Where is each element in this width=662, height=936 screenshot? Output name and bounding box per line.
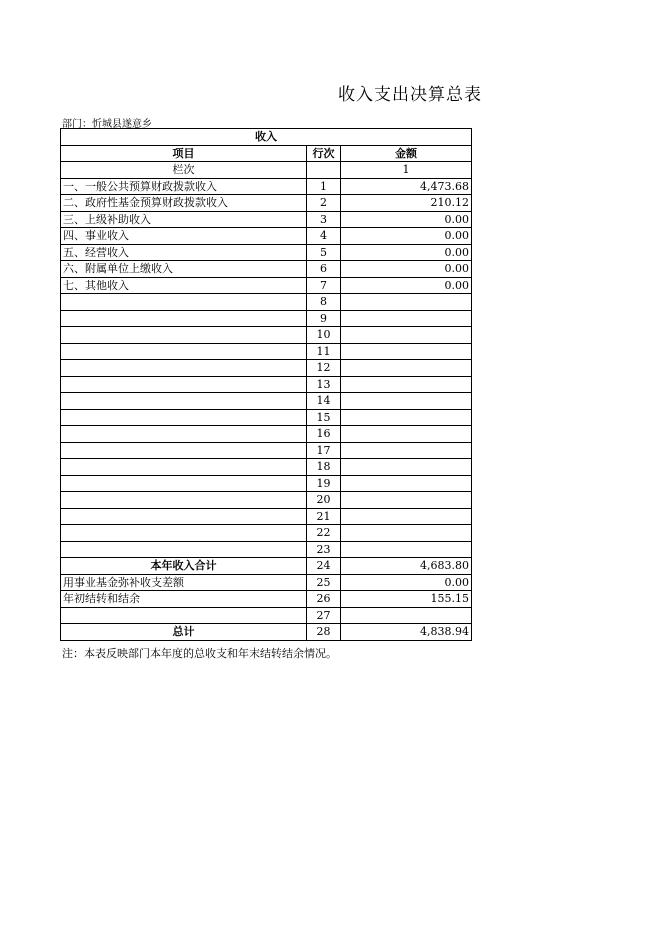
row-amount (341, 409, 472, 426)
row-item (61, 360, 307, 377)
table-row (61, 360, 472, 377)
table-row (61, 508, 472, 525)
row-line: 3 (307, 211, 341, 228)
table-row (61, 178, 472, 195)
row-line: 15 (307, 409, 341, 426)
table-row (61, 261, 472, 278)
row-line: 18 (307, 459, 341, 476)
table-row (61, 376, 472, 393)
table-row (61, 393, 472, 410)
table-row (61, 277, 472, 294)
table-row (61, 459, 472, 476)
column-index-amount: 1 (341, 162, 472, 179)
row-line: 16 (307, 426, 341, 443)
table-row (61, 475, 472, 492)
row-item (61, 541, 307, 558)
table-row (61, 228, 472, 245)
column-header-item: 项目 (61, 145, 307, 162)
section-header: 收入 (61, 129, 472, 146)
row-amount (341, 492, 472, 509)
table-row (61, 574, 472, 591)
row-line: 20 (307, 492, 341, 509)
row-amount (341, 541, 472, 558)
row-item: 年初结转和结余 (61, 591, 307, 608)
row-line: 22 (307, 525, 341, 542)
row-item (61, 310, 307, 327)
row-item: 用事业基金弥补收支差额 (61, 574, 307, 591)
row-amount (341, 607, 472, 624)
row-item (61, 492, 307, 509)
department-label: 部门：忻城县遂意乡 (62, 119, 152, 130)
row-amount: 0.00 (341, 261, 472, 278)
table-row (61, 607, 472, 624)
table-row (61, 409, 472, 426)
row-line: 5 (307, 244, 341, 261)
row-item (61, 376, 307, 393)
row-amount: 0.00 (341, 211, 472, 228)
row-line: 4 (307, 228, 341, 245)
row-line: 2 (307, 195, 341, 212)
row-line: 10 (307, 327, 341, 344)
column-header-row (61, 145, 472, 162)
row-line: 17 (307, 442, 341, 459)
row-line: 12 (307, 360, 341, 377)
row-amount: 155.15 (341, 591, 472, 608)
row-item (61, 475, 307, 492)
column-header-amount: 金额 (341, 145, 472, 162)
row-line: 24 (307, 558, 341, 575)
row-line: 7 (307, 277, 341, 294)
table-row (61, 211, 472, 228)
row-item: 五、经营收入 (61, 244, 307, 261)
row-amount: 0.00 (341, 277, 472, 294)
row-line: 26 (307, 591, 341, 608)
row-line: 11 (307, 343, 341, 360)
row-line: 28 (307, 624, 341, 641)
table-row (61, 492, 472, 509)
row-amount (341, 343, 472, 360)
row-item (61, 409, 307, 426)
row-line: 19 (307, 475, 341, 492)
row-line: 27 (307, 607, 341, 624)
table-row (61, 343, 472, 360)
table-row (61, 327, 472, 344)
row-item: 三、上级补助收入 (61, 211, 307, 228)
column-index-line (307, 162, 341, 179)
row-amount (341, 294, 472, 311)
table-row (61, 294, 472, 311)
table-row (61, 624, 472, 641)
row-item: 本年收入合计 (61, 558, 307, 575)
table-row (61, 558, 472, 575)
income-expenditure-table (60, 128, 472, 641)
row-line: 13 (307, 376, 341, 393)
row-amount: 4,838.94 (341, 624, 472, 641)
row-item (61, 442, 307, 459)
row-item: 四、事业收入 (61, 228, 307, 245)
table-row (61, 244, 472, 261)
row-amount (341, 475, 472, 492)
row-item: 二、政府性基金预算财政拨款收入 (61, 195, 307, 212)
row-amount (341, 310, 472, 327)
column-header-line: 行次 (307, 145, 341, 162)
row-amount (341, 525, 472, 542)
row-amount (341, 442, 472, 459)
row-item (61, 294, 307, 311)
table-row (61, 591, 472, 608)
row-item (61, 459, 307, 476)
row-amount (341, 393, 472, 410)
row-item (61, 508, 307, 525)
column-index-item: 栏次 (61, 162, 307, 179)
row-amount: 4,473.68 (341, 178, 472, 195)
section-header-row (61, 129, 472, 146)
row-line: 25 (307, 574, 341, 591)
row-amount (341, 327, 472, 344)
table-row (61, 525, 472, 542)
footnote: 注：本表反映部门本年度的总收支和年末结转结余情况。 (62, 647, 337, 660)
row-amount (341, 376, 472, 393)
table-row (61, 541, 472, 558)
row-line: 21 (307, 508, 341, 525)
row-line: 23 (307, 541, 341, 558)
row-item: 六、附属单位上缴收入 (61, 261, 307, 278)
row-amount (341, 459, 472, 476)
row-line: 14 (307, 393, 341, 410)
row-item (61, 393, 307, 410)
row-item (61, 426, 307, 443)
table-row (61, 195, 472, 212)
row-amount (341, 360, 472, 377)
row-amount: 0.00 (341, 574, 472, 591)
row-line: 1 (307, 178, 341, 195)
report-title: 收入支出决算总表 (338, 85, 482, 105)
row-line: 8 (307, 294, 341, 311)
table-row (61, 442, 472, 459)
row-line: 9 (307, 310, 341, 327)
row-item (61, 607, 307, 624)
table-row (61, 310, 472, 327)
row-item: 一、一般公共预算财政拨款收入 (61, 178, 307, 195)
table-row (61, 426, 472, 443)
row-item (61, 327, 307, 344)
row-amount (341, 508, 472, 525)
row-amount: 0.00 (341, 228, 472, 245)
row-item: 七、其他收入 (61, 277, 307, 294)
row-item (61, 343, 307, 360)
row-line: 6 (307, 261, 341, 278)
row-amount (341, 426, 472, 443)
row-amount: 4,683.80 (341, 558, 472, 575)
column-index-row (61, 162, 472, 179)
row-item (61, 525, 307, 542)
row-item: 总计 (61, 624, 307, 641)
row-amount: 0.00 (341, 244, 472, 261)
row-amount: 210.12 (341, 195, 472, 212)
